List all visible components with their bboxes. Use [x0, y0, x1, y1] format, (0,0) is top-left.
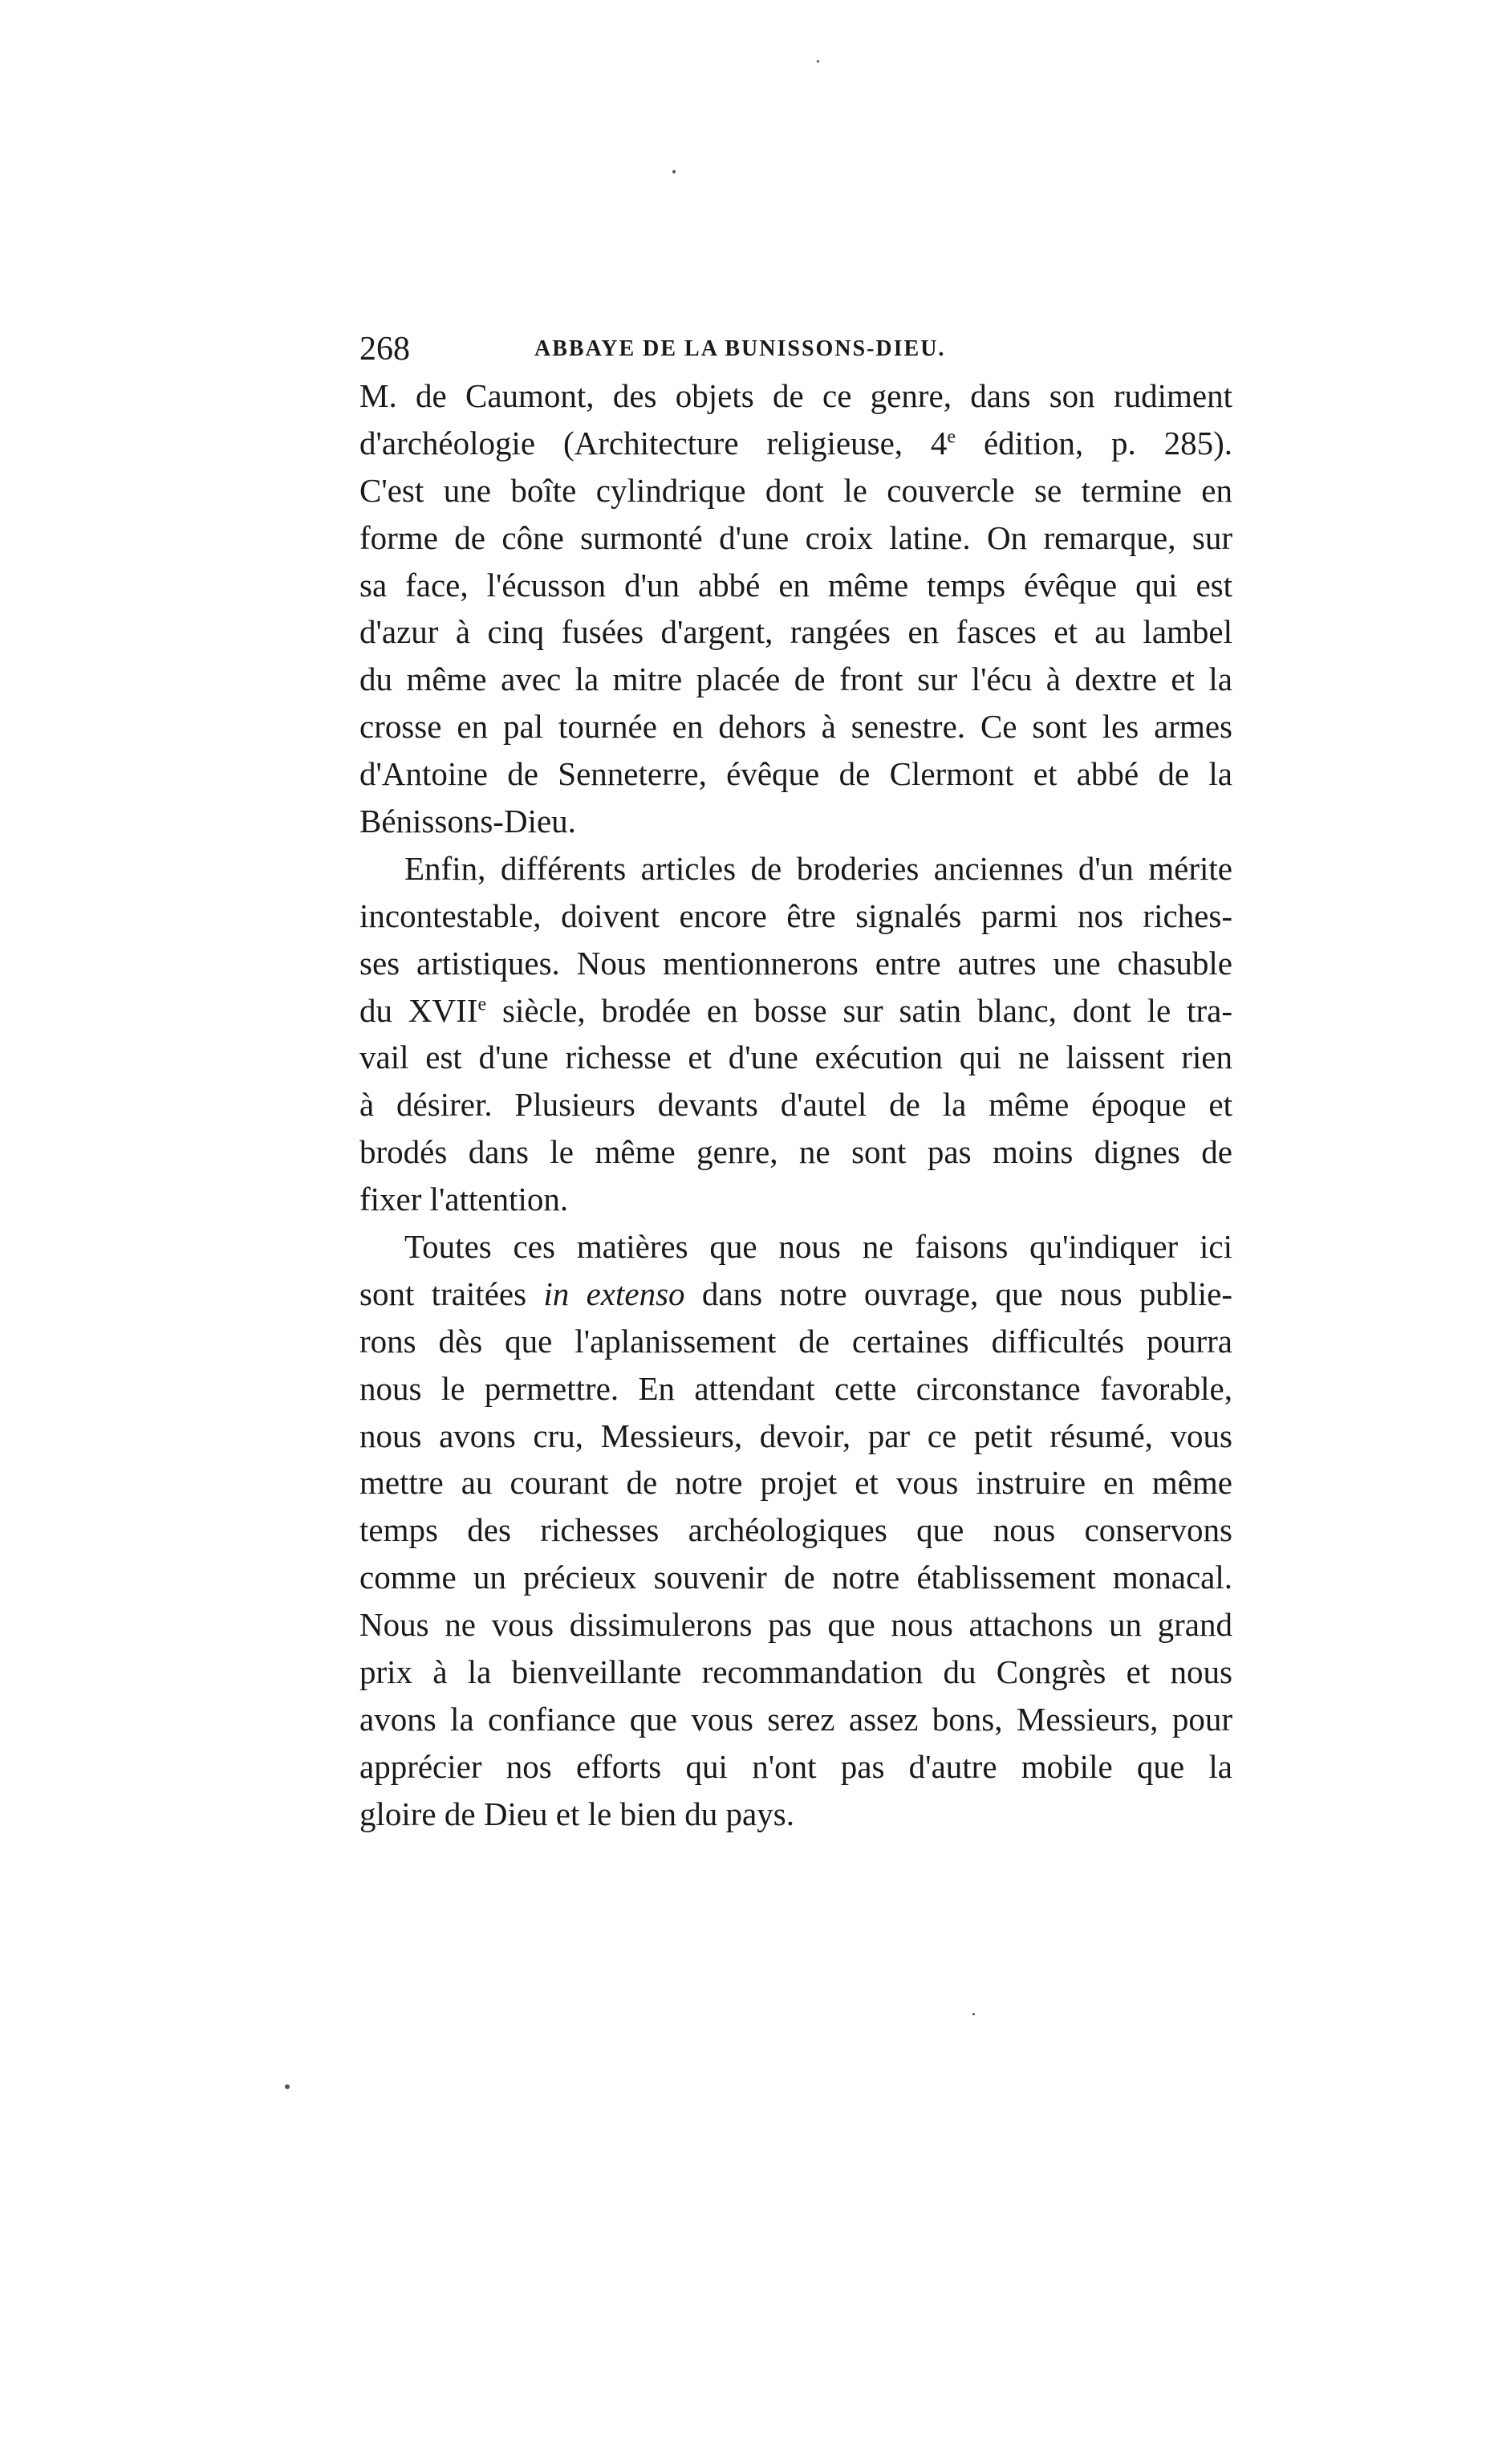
- text-line: crosse en pal tournée en dehors à senestre. Ce sont les armes: [359, 708, 1232, 746]
- text-line: fixer l'attention.: [359, 1181, 569, 1218]
- text-line: d'archéologie (Architecture religieuse, 4e édition, p. 285).: [359, 424, 1232, 461]
- text-line: nous le permettre. En attendant cette circonstance favorable,: [359, 1369, 1232, 1407]
- text-line: C'est une boîte cylindrique dont le couvercle se termine en: [359, 471, 1232, 509]
- text-line: Enfin, différents articles de broderies anciennes d'un mérite: [404, 849, 1232, 887]
- scan-speck: [672, 170, 676, 173]
- running-title: ABBAYE DE LA BUNISSONS-DIEU.: [534, 336, 946, 361]
- text-line: nous avons cru, Messieurs, devoir, par ce petit résumé, vous: [359, 1417, 1232, 1454]
- text-line: temps des richesses archéologiques que nous conservons: [359, 1511, 1232, 1549]
- text-line: brodés dans le même genre, ne sont pas moins dignes de: [359, 1133, 1232, 1171]
- text-line: Toutes ces matières que nous ne faisons qu'indiquer ici: [404, 1228, 1232, 1266]
- text-line: sont traitées in extenso dans notre ouvrage, que nous publie-: [359, 1275, 1232, 1312]
- page-header: [359, 325, 1232, 373]
- text-line: M. de Caumont, des objets de ce genre, dans son rudiment: [359, 377, 1232, 414]
- body-text: [359, 372, 1232, 1838]
- text-line: comme un précieux souvenir de notre établissement monacal.: [359, 1559, 1232, 1596]
- text-line: ses artistiques. Nous mentionnerons entre autres une chasuble: [359, 944, 1232, 982]
- page-number: 268: [359, 331, 410, 368]
- text-line: gloire de Dieu et le bien du pays.: [359, 1795, 794, 1832]
- text-line: d'Antoine de Senneterre, évêque de Clermont et abbé de la: [359, 755, 1232, 793]
- text-line: du même avec la mitre placée de front sur l'écu à dextre et la: [359, 661, 1232, 698]
- text-line: forme de cône surmonté d'une croix latine. On remarque, sur: [359, 518, 1232, 556]
- text-line: sa face, l'écusson d'un abbé en même temps évêque qui est: [359, 566, 1232, 604]
- scan-speck: [972, 2013, 975, 2015]
- text-line: incontestable, doivent encore être signalés parmi nos riches-: [359, 897, 1232, 934]
- text-line: d'azur à cinq fusées d'argent, rangées en fasces et au lambel: [359, 613, 1232, 651]
- text-line: mettre au courant de notre projet et vous instruire en même: [359, 1464, 1232, 1502]
- text-line: Bénissons-Dieu.: [359, 803, 576, 840]
- text-line: apprécier nos efforts qui n'ont pas d'autre mobile que la: [359, 1747, 1232, 1785]
- text-line: Nous ne vous dissimulerons pas que nous attachons un grand: [359, 1606, 1232, 1644]
- scan-speck: [817, 60, 819, 63]
- text-line: du XVIIe siècle, brodée en bosse sur satin blanc, dont le tra-: [359, 991, 1232, 1029]
- text-line: à désirer. Plusieurs devants d'autel de la même époque et: [359, 1086, 1232, 1124]
- text-line: vail est d'une richesse et d'une exécution qui ne laissent rien: [359, 1039, 1232, 1076]
- text-line: avons la confiance que vous serez assez bons, Messieurs, pour: [359, 1700, 1232, 1738]
- text-line: rons dès que l'aplanissement de certaines difficultés pourra: [359, 1322, 1232, 1360]
- text-line: prix à la bienveillante recommandation du Congrès et nous: [359, 1653, 1232, 1691]
- scan-speck: [285, 2084, 290, 2089]
